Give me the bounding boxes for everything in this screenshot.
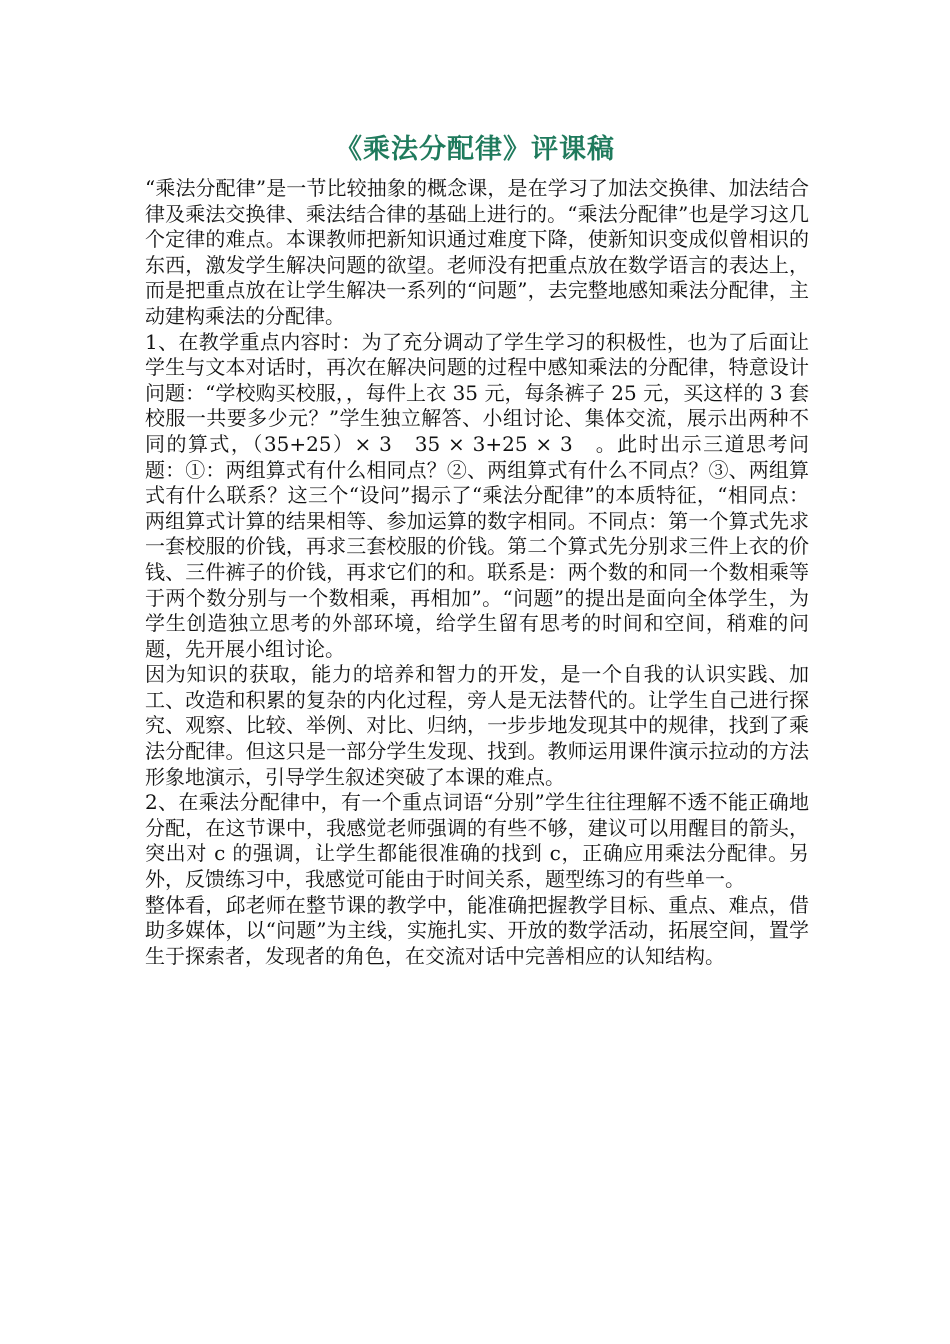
- paragraph-intro: “乘法分配律”是一节比较抽象的概念课，是在学习了加法交换律、加法结合律及乘法交换律、乘法结合律的基础上进行的。“乘法分配律”也是学习这几个定律的难点。本课教师把新知识通过难度下降，使新知识变成似曾相识的东西，激发学生解决问题的欲望。老师没有把重点放在数学语言的表达上，而是把重点放在让学生解决一系列的“问题”，去完整地感知乘法分配律，主动建构乘法的分配律。: [145, 176, 809, 328]
- paragraph-point-2: 2、在乘法分配律中，有一个重点词语“分别”学生往往理解不透不能正确地分配，在这节课中，我感觉老师强调的有些不够，建议可以用醒目的箭头，突出对 c 的强调，让学生都能很准确的找到 c，正确应用乘法分配律。另外，反馈练习中，我感觉可能由于时间关系，题型练习的有些单一。: [145, 790, 809, 892]
- paragraph-summary: 整体看，邱老师在整节课的教学中，能准确把握教学目标、重点、难点，借助多媒体，以“问题”为主线，实施扎实、开放的数学活动，拓展空间，置学生于探索者，发现者的角色，在交流对话中完善相应的认知结构。: [145, 892, 809, 968]
- document-title: 《乘法分配律》评课稿: [335, 134, 615, 165]
- paragraph-point-1: 1、在教学重点内容时：为了充分调动了学生学习的积极性，也为了后面让学生与文本对话时，再次在解决问题的过程中感知乘法的分配律，特意设计问题：“学校购买校服，，每件上衣 35 元，每条裤子 25 元，买这样的 3 套校服一共要多少元？”学生独立解答、小组讨论、集体交流，展示出两种不同的算式，（35+25）× 3 35 × 3+25 × 3 。此时出示三道思考问题：①：两组算式有什么相同点？②、两组算式有什么不同点？③、两组算式有什么联系？这三个“设问”揭示了“乘法分配律”的本质特征，“相同点：两组算式计算的结果相等、参加运算的数字相同。不同点：第一个算式先求一套校服的价钱，再求三套校服的价钱。第二个算式先分别求三件上衣的价钱、三件裤子的价钱，再求它们的和。联系是：两个数的和同一个数相乘等于两个数分别与一个数相乘，再相加”。“问题”的提出是面向全体学生，为学生创造独立思考的外部环境，给学生留有思考的时间和空间，稍难的问题，先开展小组讨论。: [145, 329, 809, 661]
- paragraph-knowledge: 因为知识的获取，能力的培养和智力的开发，是一个自我的认识实践、加工、改造和积累的复杂的内化过程，旁人是无法替代的。让学生自己进行探究、观察、比较、举例、对比、归纳，一步步地发现其中的规律，找到了乘法分配律。但这只是一部分学生发现、找到。教师运用课件演示拉动的方法形象地演示，引导学生叙述突破了本课的难点。: [145, 662, 809, 789]
- document-body: [145, 176, 809, 969]
